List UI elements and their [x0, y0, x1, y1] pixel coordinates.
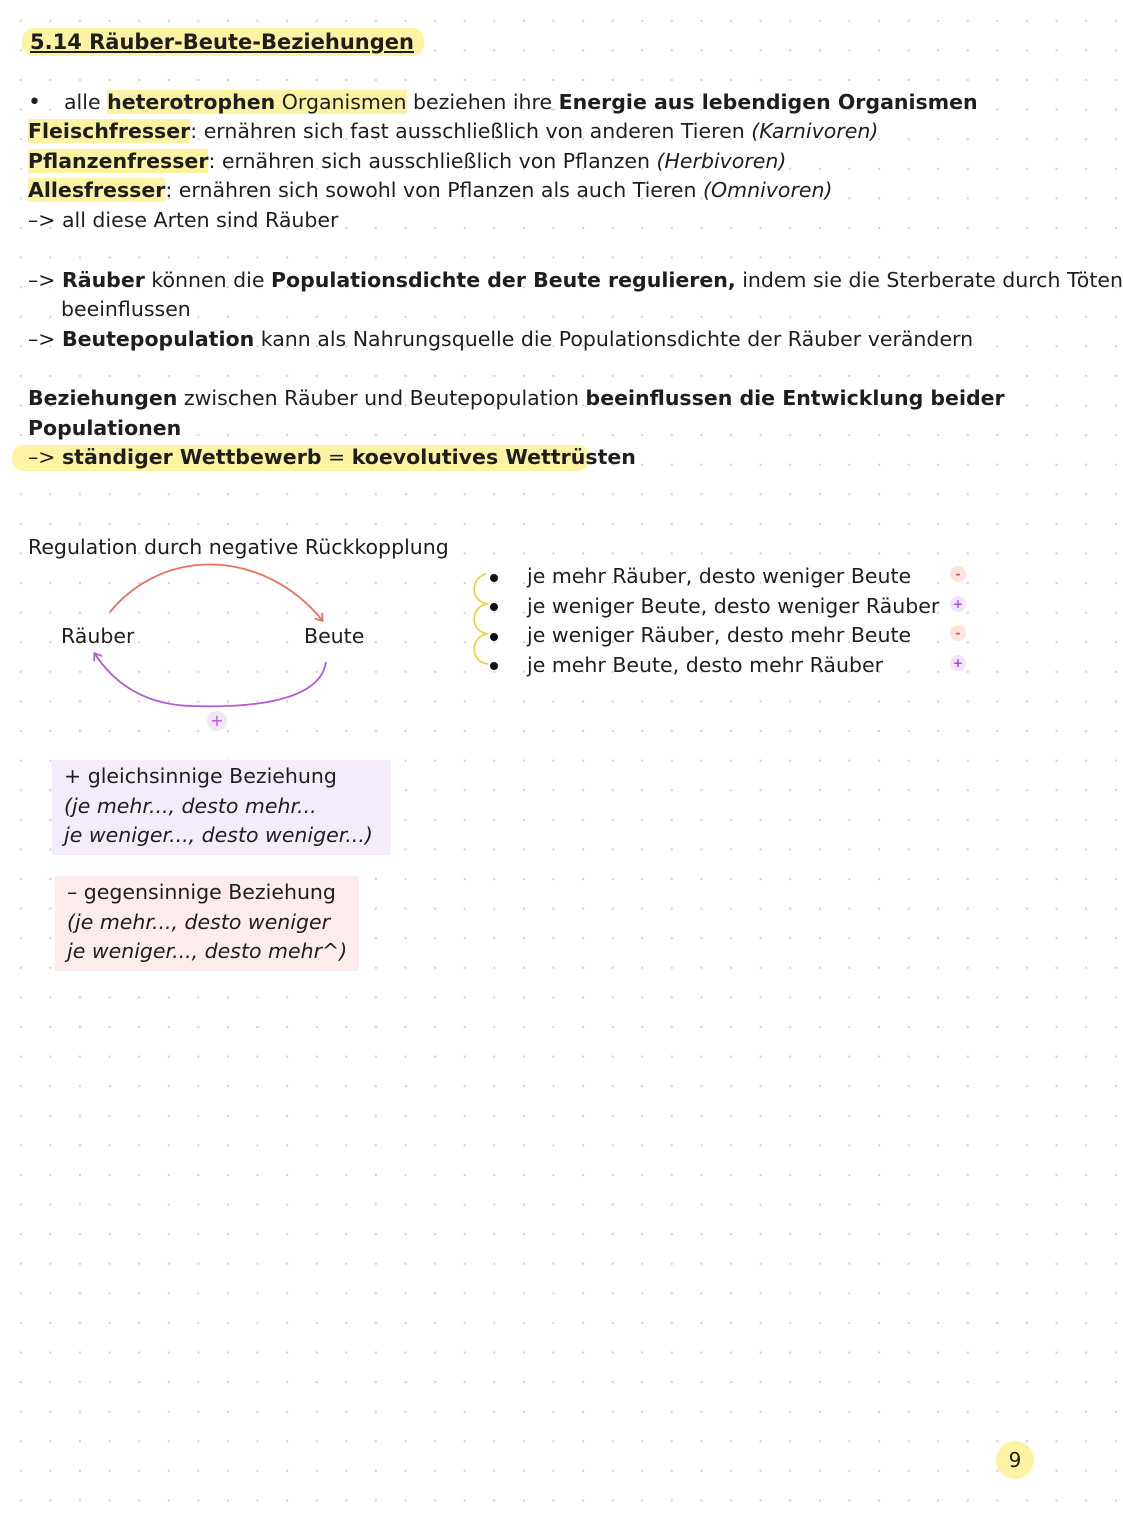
bullet-dot: [490, 662, 498, 670]
intro-sentence: [64, 88, 978, 118]
page-title: [22, 28, 424, 58]
text: kann als Nahrungsquelle die Populationsdichte der Räuber verändern: [254, 327, 974, 351]
legend-minus-example-1: (je mehr..., desto weniger: [67, 909, 331, 934]
relations-line-3: [28, 443, 636, 473]
bullet-dot: [490, 574, 498, 582]
keyword: Populationen: [28, 416, 182, 440]
definition-omnivore: [28, 176, 833, 206]
term-allesfresser: Allesfresser: [28, 178, 166, 202]
relations-line-1: [28, 384, 1005, 414]
brace-3: [474, 634, 488, 664]
relations-line-2: [28, 414, 181, 444]
text: zwischen Räuber und Beutepopulation: [177, 386, 586, 410]
bullet-dot: [490, 633, 498, 641]
legend-gegensinnig: [55, 876, 359, 971]
keyword: beeinflussen die Entwicklung beider: [585, 386, 1005, 410]
node-rauber: Räuber: [61, 624, 135, 648]
definition-herbivore: [28, 147, 786, 177]
legend-plus-example-1: (je mehr..., desto mehr...: [64, 793, 317, 818]
term-fleischfresser: Fleischfresser: [28, 119, 191, 143]
text: : ernähren sich ausschließlich von Pflanzen: [208, 149, 657, 173]
statement-2: je weniger Beute, desto weniger Räuber: [527, 594, 940, 618]
node-beute: Beute: [304, 624, 365, 648]
term-latin: (Omnivoren): [703, 178, 833, 202]
bullet-marker: •: [28, 90, 41, 115]
feedback-title: Regulation durch negative Rückkopplung: [28, 535, 449, 559]
text: beziehen ihre: [406, 90, 559, 114]
keyword: Beziehungen: [28, 386, 178, 410]
text: können die: [144, 268, 272, 292]
legend-plus-example-2: je weniger..., desto weniger...): [64, 823, 373, 848]
term-latin: (Karnivoren): [751, 119, 879, 143]
arrow-beute-to-rauber: [95, 654, 326, 706]
text: : ernähren sich fast ausschließlich von anderen Tieren: [190, 119, 752, 143]
text: =: [321, 445, 352, 469]
keyword-heterotrophen: heterotrophen: [107, 90, 276, 114]
keyword: Räuber: [61, 268, 145, 292]
definition-carnivore: [28, 117, 878, 147]
arrow: –>: [28, 327, 62, 351]
brace-1: [474, 574, 488, 604]
legend-plus-title: + gleichsinnige Beziehung: [64, 764, 337, 788]
sign-plus: +: [950, 596, 966, 612]
statement-3: je weniger Räuber, desto mehr Beute: [527, 623, 912, 647]
keyword: koevolutives Wettrüsten: [351, 445, 636, 469]
arrow-rauber-to-beute: [110, 565, 322, 620]
text: indem sie die Sterberate durch Töten: [735, 268, 1123, 292]
legend-minus-title: – gegensinnige Beziehung: [67, 880, 336, 904]
statement-1: je mehr Räuber, desto weniger Beute: [527, 564, 912, 588]
sign-minus: -: [950, 566, 966, 582]
regulation-line-2: [28, 325, 973, 355]
intro-summary: –> all diese Arten sind Räuber: [28, 208, 339, 232]
text: alle: [64, 90, 108, 114]
sign-minus: -: [950, 625, 966, 641]
regulation-line-1-cont: beeinflussen: [61, 297, 191, 321]
bullet-dot: [490, 603, 498, 611]
text: : ernähren sich sowohl von Pflanzen als auch Tieren: [165, 178, 703, 202]
arrow: –>: [28, 268, 62, 292]
statement-4: je mehr Beute, desto mehr Räuber: [527, 653, 884, 677]
loop-sign-plus: +: [207, 711, 227, 731]
regulation-line-1: [28, 266, 1123, 296]
keyword: Populationsdichte der Beute regulieren,: [271, 268, 736, 292]
arrow: –>: [28, 445, 62, 469]
keyword-energy: Energie aus lebendigen Organismen: [558, 90, 978, 114]
sign-plus: +: [950, 655, 966, 671]
legend-gleichsinnig: [52, 760, 391, 855]
keyword: ständiger Wettbewerb: [61, 445, 322, 469]
term-latin: (Herbivoren): [656, 149, 787, 173]
legend-minus-example-2: je weniger..., desto mehr^): [67, 939, 348, 964]
brace-2: [474, 604, 488, 634]
page-title-text: 5.14 Räuber-Beute-Beziehungen: [22, 28, 424, 56]
text: Organismen: [275, 90, 407, 114]
page-number: 9: [996, 1441, 1034, 1479]
term-pflanzenfresser: Pflanzenfresser: [28, 149, 209, 173]
keyword: Beutepopulation: [61, 327, 255, 351]
